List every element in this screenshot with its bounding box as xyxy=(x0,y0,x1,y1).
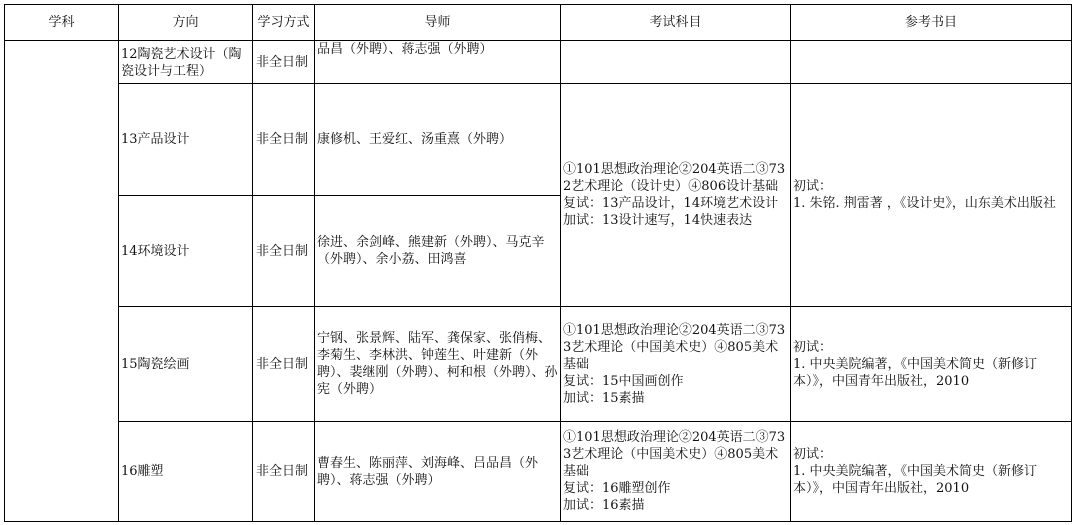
column-divider xyxy=(252,4,253,522)
references-label: 初试： xyxy=(793,447,833,462)
references-book: 1. 中央美院编著，《中国美术简史（新修订本）》，中国青年出版社，2010 xyxy=(793,356,1038,389)
extra-test-text: 加试：16素描 xyxy=(563,498,645,513)
direction-text: 16雕塑 xyxy=(121,464,164,479)
supervisor-cell xyxy=(317,196,558,306)
study-mode-text: 非全日制 xyxy=(256,54,309,70)
study-mode-text: 非全日制 xyxy=(256,356,309,372)
header-supervisor: 导师 xyxy=(424,15,451,30)
study-mode-cell xyxy=(256,196,314,306)
exam-subjects-text: ①101思想政治理论②204英语二③732艺术理论（设计史）④806设计基础 xyxy=(563,162,786,194)
exam-subjects-text: ①101思想政治理论②204英语二③733艺术理论（中国美术史）④805美术基础 xyxy=(563,322,786,372)
table-bottom-border xyxy=(4,521,1072,522)
column-divider xyxy=(790,4,791,522)
references-stack xyxy=(793,446,1065,497)
exam-subjects-stack xyxy=(563,161,788,229)
study-mode-cell xyxy=(256,84,314,195)
references-book: 1. 朱铭. 荆雷著 ，《设计史》，山东美术出版社 xyxy=(793,196,1056,211)
column-divider xyxy=(118,4,119,522)
supervisor-text: 徐进、余剑峰、熊建新（外聘）、马克辛（外聘）、余小荔、田鸿喜 xyxy=(317,235,545,267)
references-label: 初试： xyxy=(793,179,833,194)
exam-subjects-text: ①101思想政治理论②204英语二③733艺术理论（中国美术史）④805美术基础 xyxy=(563,430,786,479)
header-study-mode: 学习方式 xyxy=(257,15,310,30)
table-right-border xyxy=(1071,4,1072,522)
study-mode-text: 非全日制 xyxy=(256,243,309,259)
direction-cell xyxy=(121,422,250,521)
retest-text: 复试：13产品设计，14环境艺术设计 xyxy=(563,196,779,211)
extra-test-text: 加试：15素描 xyxy=(563,390,645,406)
study-mode-text: 非全日制 xyxy=(256,464,309,479)
exam-subjects-cell xyxy=(563,307,788,421)
exam-subjects-stack xyxy=(563,429,788,514)
header-direction: 方向 xyxy=(172,15,199,30)
exam-subjects-stack xyxy=(563,322,788,407)
references-book: 1. 中央美院编著，《中国美术简史（新修订本）》，中国青年出版社，2010 xyxy=(793,464,1038,496)
supervisor-text: 曹春生、陈丽萍、刘海峰、吕品昌（外聘）、蒋志强（外聘） xyxy=(317,455,539,488)
references-stack xyxy=(793,178,1065,212)
references-label: 初试： xyxy=(793,339,833,355)
supervisor-text: 康修机、王爱红、汤重熹（外聘） xyxy=(317,132,513,147)
direction-cell xyxy=(121,196,250,306)
table-left-border xyxy=(4,4,5,522)
supervisor-cell xyxy=(317,307,558,421)
study-mode-cell xyxy=(256,41,314,83)
supervisor-cell xyxy=(317,84,558,195)
references-cell xyxy=(793,307,1069,421)
retest-text: 复试：16雕塑创作 xyxy=(563,481,671,496)
column-divider xyxy=(314,4,315,522)
supervisor-cell xyxy=(317,422,558,521)
study-mode-cell xyxy=(256,307,314,421)
direction-text: 15陶瓷绘画 xyxy=(121,356,190,372)
direction-cell xyxy=(121,84,250,195)
references-cell xyxy=(793,422,1069,521)
supervisor-text: 宁钢、张景辉、陆军、龚保家、张俏梅、李菊生、李林洪、钟莲生、叶建新（外聘）、裴继刚（外聘）、柯和根（外聘）、孙宪（外聘） xyxy=(317,331,558,397)
column-divider xyxy=(560,4,561,522)
exam-subjects-cell xyxy=(563,422,788,521)
header-references: 参考书目 xyxy=(904,15,957,30)
header-exam-subjects: 考试科目 xyxy=(649,15,702,30)
references-stack xyxy=(793,339,1065,390)
direction-cell xyxy=(121,307,250,421)
study-mode-cell xyxy=(256,422,314,521)
direction-text: 13产品设计 xyxy=(121,132,190,147)
direction-text: 14环境设计 xyxy=(121,243,190,259)
supervisor-cell: 品昌（外聘）、蒋志强（外聘） xyxy=(317,42,493,57)
retest-text: 复试：15中国画创作 xyxy=(563,373,684,389)
study-mode-text: 非全日制 xyxy=(256,132,309,147)
direction-cell: 12陶瓷艺术设计（陶瓷设计与工程） xyxy=(121,47,242,79)
extra-test-text: 加试：13设计速写，14快速表达 xyxy=(563,213,753,228)
header-subject: 学科 xyxy=(48,15,75,30)
exam-subjects-cell xyxy=(563,84,788,306)
references-cell xyxy=(793,84,1069,306)
